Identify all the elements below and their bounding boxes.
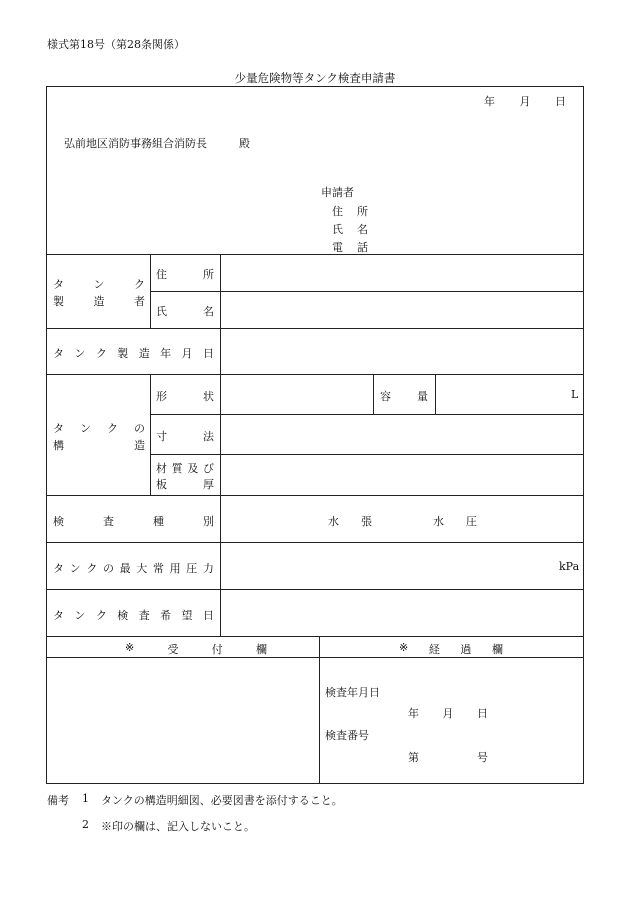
note-1-text: タンクの構造明細図、必要図書を添付すること。: [101, 794, 343, 807]
applicant-address-label: 住 所: [332, 205, 368, 218]
rule-manufacturer-bottom: [46, 328, 584, 329]
note-2-number: 2: [82, 818, 89, 831]
rule-type-bottom: [46, 542, 584, 543]
header-date: 年 月 日: [484, 95, 566, 108]
manufacturer-label-line1: タ ン ク: [53, 278, 145, 291]
option-water-pressure: 水 圧: [433, 515, 477, 528]
inspection-date-fields: 年 月 日: [408, 707, 488, 720]
rule-v-manufacturer: [150, 254, 151, 328]
manufacturer-label-line2: 製 造 者: [53, 295, 145, 308]
inspection-date-label: 検査年月日: [325, 686, 380, 699]
applicant-name-label: 氏 名: [332, 223, 368, 236]
honorific: 殿: [239, 137, 250, 150]
rule-mfgdate-bottom: [46, 374, 584, 375]
rule-shape-bottom: [150, 414, 584, 415]
inspection-number-fields: 第 号: [408, 751, 488, 764]
dimensions-label: 寸 法: [156, 430, 214, 443]
rule-header-bottom: [46, 254, 584, 255]
mfg-date-label: タ ン ク 製 造 年 月 日: [53, 347, 214, 360]
note-2-text: ※印の欄は、記入しないこと。: [101, 820, 255, 833]
structure-label-line2: 構 造: [53, 439, 145, 452]
form-title: 少量危険物等タンク検査申請書: [234, 71, 396, 85]
rule-structure-bottom: [46, 495, 584, 496]
rule-section-headers-bottom: [46, 657, 584, 658]
manufacturer-address-label: 住 所: [156, 268, 214, 281]
rule-pressure-bottom: [46, 589, 584, 590]
rule-desired-bottom: [46, 636, 584, 637]
structure-label-line1: タ ン ク の: [53, 422, 145, 435]
capacity-label: 容 量: [380, 390, 428, 403]
max-pressure-label: タ ン ク の 最 大 常 用 圧 力: [53, 562, 214, 575]
applicant-label: 申請者: [321, 186, 354, 199]
material-label-line2: 板 厚: [156, 478, 214, 491]
addressee: 弘前地区消防事務組合消防長: [64, 137, 207, 150]
rule-v-capacity-left: [373, 374, 374, 414]
notes-label: 備考: [47, 794, 69, 807]
rule-v-bottom-split: [319, 636, 320, 784]
rule-manufacturer-mid: [150, 291, 584, 292]
manufacturer-name-label: 氏 名: [156, 305, 214, 318]
rule-v-label: [220, 254, 221, 636]
material-label-line1: 材 質 及 び: [156, 462, 214, 475]
shape-label: 形 状: [156, 390, 214, 403]
inspection-type-label: 検 査 種 別: [53, 515, 214, 528]
pressure-unit: kPa: [559, 560, 580, 573]
form-number: 様式第18号（第28条関係）: [47, 38, 185, 51]
inspection-number-label: 検査番号: [325, 729, 369, 742]
desired-date-label: タ ン ク 検 査 希 望 日: [53, 609, 214, 622]
rule-v-capacity-right: [435, 374, 436, 414]
capacity-unit: L: [571, 388, 579, 401]
note-1-number: 1: [82, 792, 89, 805]
option-water-filling: 水 張: [328, 515, 372, 528]
rule-dimension-bottom: [150, 454, 584, 455]
applicant-phone-label: 電 話: [332, 241, 368, 254]
reception-header: ※ 受 付 欄: [125, 641, 267, 656]
progress-header: ※ 経 過 欄: [399, 641, 503, 656]
rule-v-structure: [150, 374, 151, 495]
